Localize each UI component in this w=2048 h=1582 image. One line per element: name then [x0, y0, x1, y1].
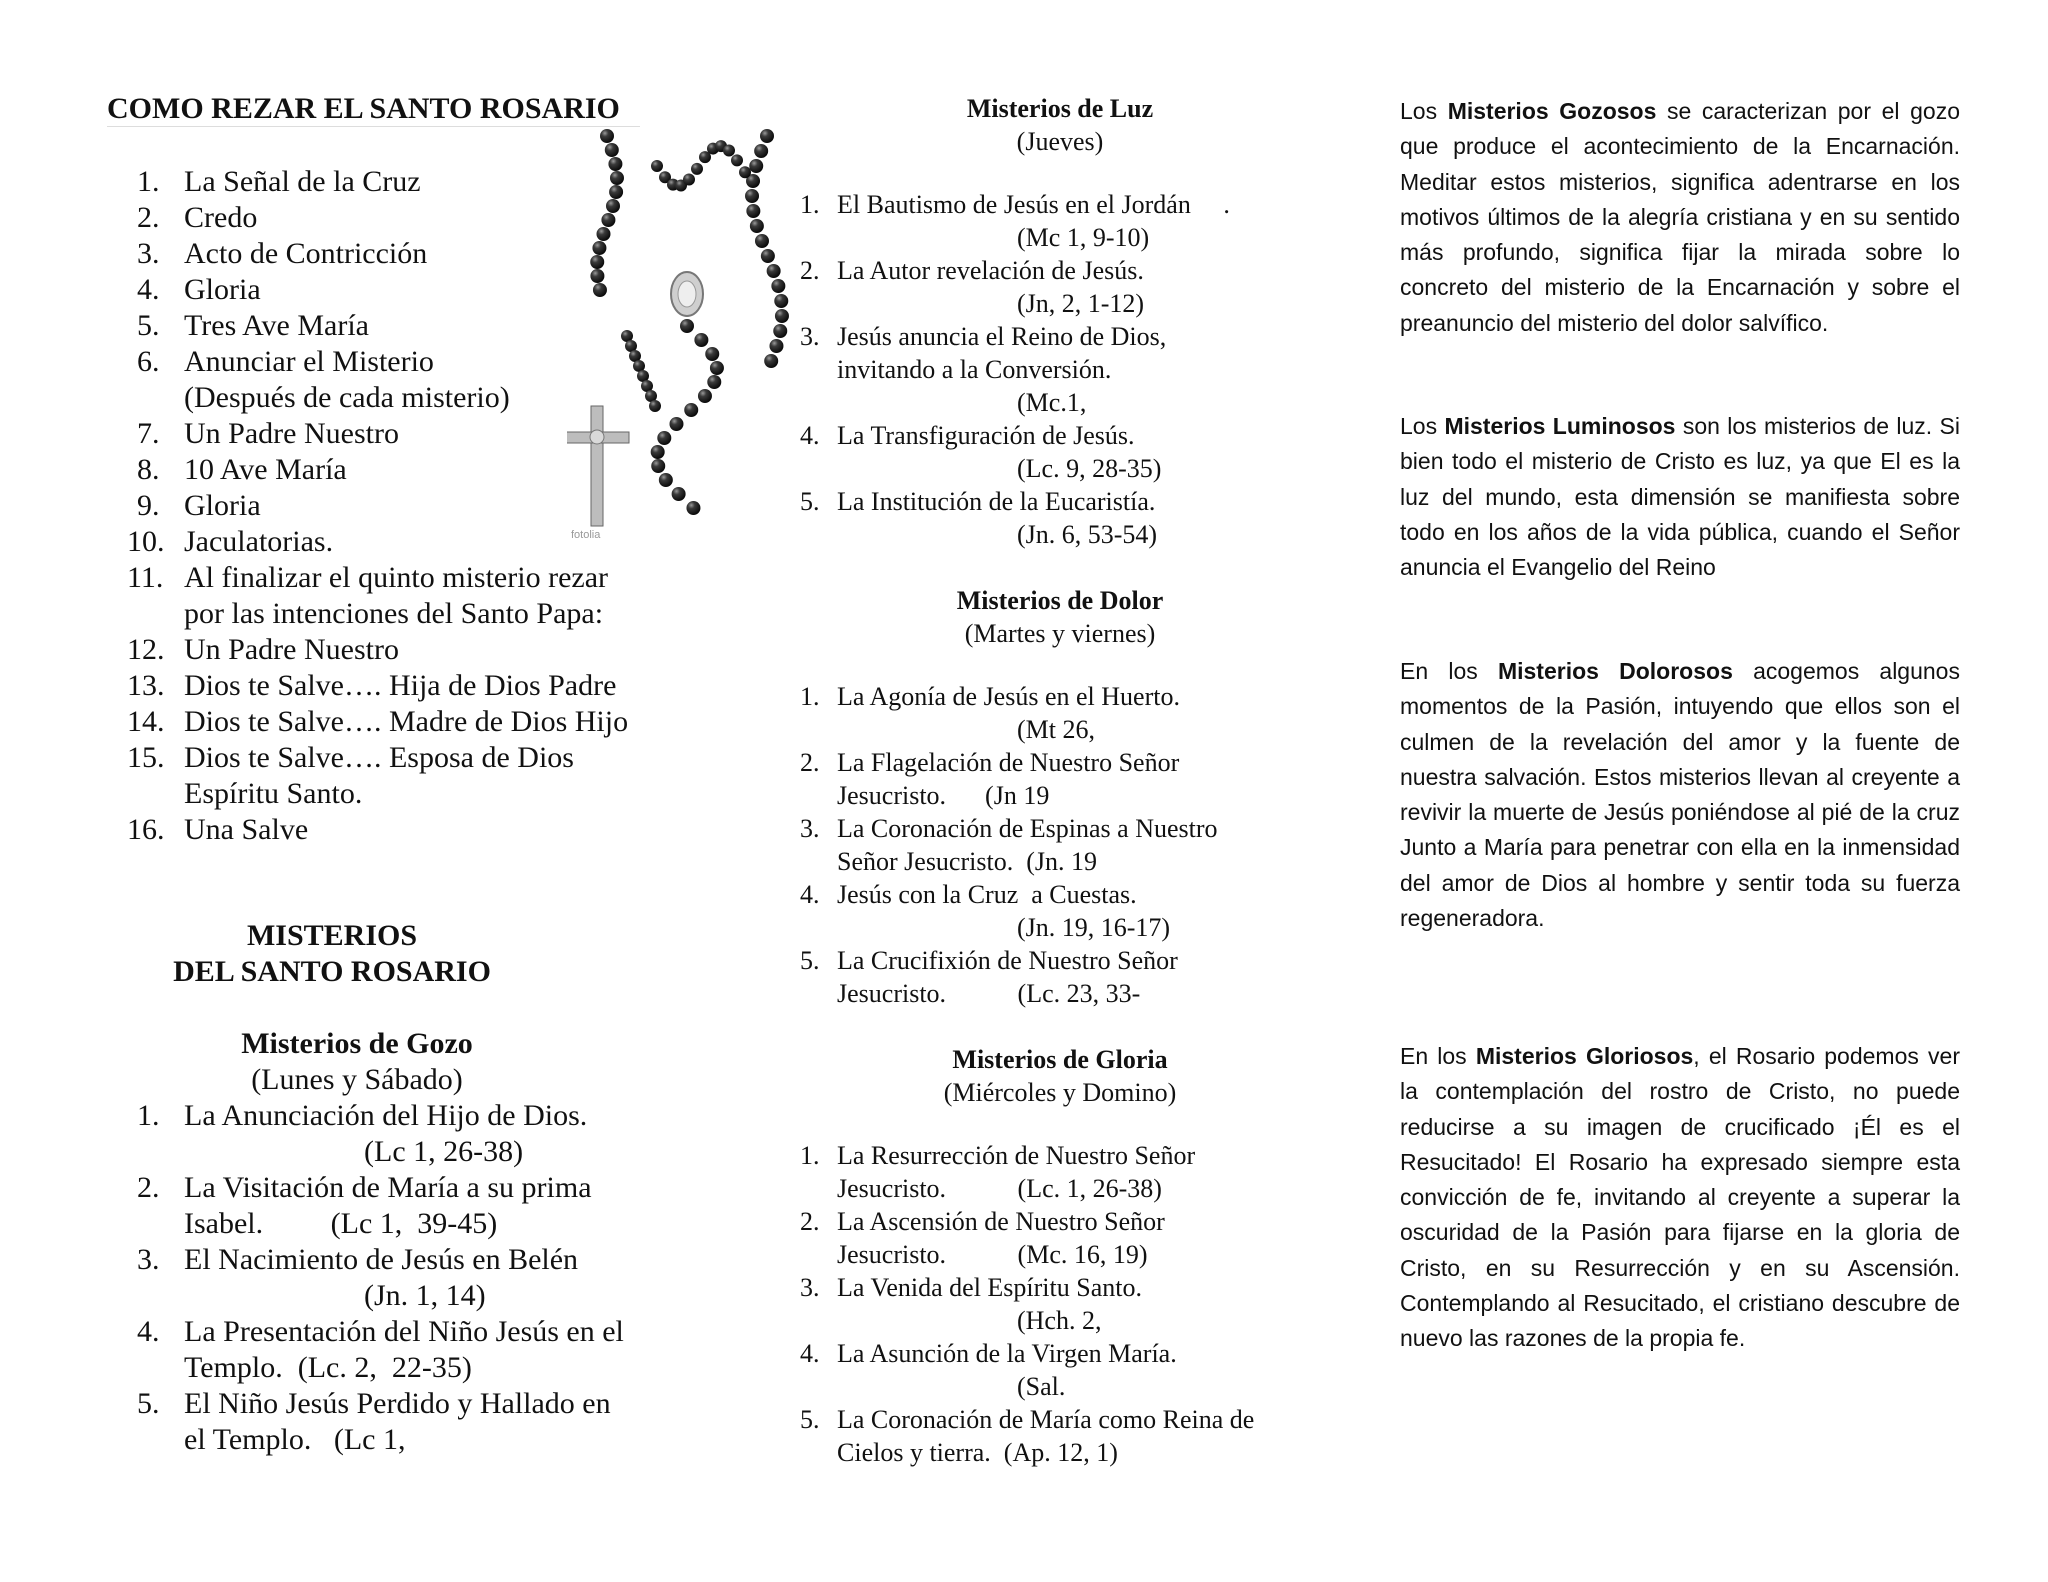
prayer-step — [137, 308, 628, 344]
luminous-explanation: Los Misterios Luminosos son los misterios de luz. Si bien todo el misterio de Cristo es luz, ya que El es la luz del mundo, esta dimensión se manifiesta sobre todo en los años de la vida pública, cuando el Señor anuncia el Evangelio del Reino — [1400, 413, 1960, 581]
rosary-bead — [593, 283, 607, 297]
rosary-bead — [698, 389, 712, 403]
step-text: Un Padre Nuestro — [184, 417, 399, 450]
mystery-reference: (Mt 26, — [1017, 715, 1095, 744]
step-text: Un Padre Nuestro — [184, 633, 399, 666]
step-number: 12. — [127, 633, 165, 666]
mystery-text: Cielos y tierra. (Ap. 12, 1) — [837, 1438, 1118, 1467]
step-text: Gloria — [184, 489, 261, 522]
rosary-bead — [672, 487, 686, 501]
joyful-mysteries — [137, 1026, 717, 1458]
rosary-bead — [739, 166, 751, 178]
step-text: Tres Ave María — [184, 309, 369, 342]
rosary-bead — [651, 160, 663, 172]
mystery-text: Jesús anuncia el Reino de Dios, — [837, 322, 1167, 351]
rosary-bead — [775, 309, 789, 323]
step-text: 10 Ave María — [184, 453, 347, 486]
glorious-explanation: En los Misterios Gloriosos, el Rosario podemos ver la contemplación del rostro de Cristo, no puede reducirse a su imagen de crucificado ¡Él es el Resucitado! El Rosario ha expresado siempre esta convicción de fe, invitando al creyente a superar la oscuridad de la Pasión para fijarse en la gloria de Cristo, en su Resurrección y en su Ascensión. Contemplando al Resucitado, el cristiano descubre de nuevo las razones de la propia fe. — [1400, 1043, 1960, 1352]
rosary-bead — [651, 459, 665, 473]
mystery-number: 2. — [137, 1171, 160, 1204]
prayer-step — [127, 668, 628, 704]
mystery-number: 4. — [137, 1315, 160, 1348]
step-number: 8. — [137, 453, 160, 486]
prayer-step — [137, 236, 628, 272]
rosary-bead — [769, 339, 783, 353]
step-text: Anunciar el Misterio — [184, 345, 434, 378]
rosary-bead — [767, 264, 781, 278]
mystery-reference: (Hch. 2, — [1017, 1306, 1102, 1335]
mystery-text: Jesucristo. (Lc. 1, 26-38) — [837, 1174, 1162, 1203]
glorious-title: Misterios de Gloria — [952, 1045, 1168, 1074]
prayer-step — [127, 560, 628, 596]
mystery-item — [790, 320, 1350, 419]
prayer-step — [137, 416, 628, 452]
mystery-number: 5. — [800, 487, 820, 516]
rosary-bead — [750, 219, 764, 233]
mystery-text: La Transfiguración de Jesús. — [837, 421, 1135, 450]
prayer-step — [127, 740, 628, 776]
step-text: La Señal de la Cruz — [184, 165, 421, 198]
mystery-text: Jesucristo. (Jn 19 — [837, 781, 1050, 810]
mystery-reference: (Jn. 6, 53-54) — [1017, 520, 1158, 549]
mystery-text: Jesucristo. (Lc. 23, 33- — [837, 979, 1141, 1008]
mystery-item — [790, 812, 1350, 878]
step-number: 4. — [137, 273, 160, 306]
mystery-reference: (Mc.1, — [1017, 388, 1087, 417]
prayer-step — [137, 164, 628, 200]
mystery-reference: Isabel. (Lc 1, 39-45) — [184, 1207, 498, 1240]
rosary-bead — [684, 403, 698, 417]
mystery-number: 2. — [800, 1207, 820, 1236]
rosary-bead — [601, 213, 615, 227]
mystery-reference: (Jn. 19, 16-17) — [1017, 913, 1171, 942]
mystery-text: La Anunciación del Hijo de Dios. — [184, 1099, 588, 1132]
rosary-bead — [592, 241, 606, 255]
joyful-days: (Lunes y Sábado) — [251, 1063, 463, 1096]
step-text: Espíritu Santo. — [184, 777, 363, 810]
mystery-item — [137, 1314, 717, 1386]
rosary-bead — [707, 375, 721, 389]
mystery-text: La Ascensión de Nuestro Señor — [837, 1207, 1165, 1236]
prayer-step — [137, 452, 628, 488]
mystery-text: La Venida del Espíritu Santo. — [837, 1273, 1142, 1302]
step-number: 11. — [127, 561, 164, 594]
rosary-bead — [774, 294, 788, 308]
mystery-reference: Templo. (Lc. 2, 22-35) — [184, 1351, 472, 1384]
sorrowful-title: Misterios de Dolor — [956, 586, 1164, 615]
mystery-item — [137, 1242, 717, 1314]
mystery-number: 3. — [800, 322, 820, 351]
mystery-item — [790, 254, 1350, 320]
mystery-number: 5. — [800, 1405, 820, 1434]
mystery-number: 3. — [137, 1243, 160, 1276]
mystery-reference: (Sal. — [1017, 1372, 1066, 1401]
rosary-bead — [609, 185, 623, 199]
mystery-reference: (Jn. 1, 14) — [364, 1279, 486, 1312]
rosary-bead — [669, 417, 683, 431]
mystery-number: 5. — [800, 946, 820, 975]
rosary-bead — [773, 324, 787, 338]
luminous-mysteries — [790, 92, 1350, 551]
mystery-text: La Resurrección de Nuestro Señor — [837, 1141, 1196, 1170]
step-number: 9. — [137, 489, 160, 522]
step-text: Gloria — [184, 273, 261, 306]
rosary-bead — [723, 145, 735, 157]
rosary-bead — [764, 354, 778, 368]
mystery-text: invitando a la Conversión. — [837, 355, 1112, 384]
rosary-bead — [657, 431, 671, 445]
mystery-text: La Presentación del Niño Jesús en el — [184, 1315, 624, 1348]
step-number: 2. — [137, 201, 160, 234]
prayer-step — [127, 524, 628, 560]
mystery-number: 3. — [800, 1273, 820, 1302]
rosary-bead — [590, 269, 604, 283]
rosary-bead — [761, 249, 775, 263]
step-text: Dios te Salve…. Madre de Dios Hijo — [184, 705, 629, 738]
mystery-item — [790, 485, 1350, 551]
rosary-bead — [659, 473, 673, 487]
mystery-text: Jesucristo. (Mc. 16, 19) — [837, 1240, 1148, 1269]
svg-text:fotolia: fotolia — [571, 529, 601, 541]
rosary-bead — [649, 400, 661, 412]
mystery-number: 1. — [800, 1141, 820, 1170]
rosary-bead — [600, 129, 614, 143]
rosary-image — [567, 126, 807, 546]
mystery-number: 1. — [800, 682, 820, 711]
sorrowful-mysteries — [790, 584, 1350, 1010]
rosary-bead — [771, 279, 785, 293]
mystery-item — [790, 1139, 1350, 1205]
prayer-step — [137, 272, 628, 308]
rosary-bead — [710, 361, 724, 375]
step-number: 13. — [127, 669, 165, 702]
step-text: Al finalizar el quinto misterio rezar — [184, 561, 608, 594]
mystery-number: 4. — [800, 880, 820, 909]
mystery-text: La Asunción de la Virgen María. — [837, 1339, 1177, 1368]
luminous-title: Misterios de Luz — [966, 94, 1154, 123]
step-number: 15. — [127, 741, 165, 774]
prayer-step — [137, 596, 628, 632]
mystery-item — [137, 1098, 717, 1170]
mystery-item — [790, 1337, 1350, 1403]
step-text: Acto de Contricción — [184, 237, 428, 270]
mystery-item — [137, 1386, 717, 1458]
step-number: 1. — [137, 165, 160, 198]
mystery-item — [790, 746, 1350, 812]
sorrowful-explanation: En los Misterios Dolorosos acogemos algunos momentos de la Pasión, intuyendo que ellos son el culmen de la revelación del amor y la fuente de nuestra salvación. Estos misterios llevan al creyente a revivir la muerte de Jesús poniéndose al pié de la cruz Junto a María para penetrar con ella en la inmensidad del amor de Dios al hombre y sentir toda su fuerza regeneradora. — [1400, 658, 1960, 932]
mystery-item — [790, 944, 1350, 1010]
rosary-bead — [694, 333, 708, 347]
mystery-number: 5. — [137, 1387, 160, 1420]
step-number: 6. — [137, 345, 160, 378]
mystery-item — [790, 188, 1350, 254]
step-text: Jaculatorias. — [184, 525, 334, 558]
mystery-item — [790, 1205, 1350, 1271]
mystery-number: 3. — [800, 814, 820, 843]
rosary-bead — [610, 171, 624, 185]
mystery-text: La Autor revelación de Jesús. — [837, 256, 1144, 285]
step-text: Dios te Salve…. Hija de Dios Padre — [184, 669, 617, 702]
mystery-reference: (Lc 1, 26-38) — [364, 1135, 524, 1168]
prayer-step — [137, 488, 628, 524]
mystery-text: La Coronación de Espinas a Nuestro — [837, 814, 1218, 843]
prayer-steps-list — [127, 164, 629, 848]
prayer-step — [137, 200, 628, 236]
step-text: (Después de cada misterio) — [184, 381, 510, 414]
rosary-bead — [608, 157, 622, 171]
prayer-step — [137, 380, 628, 416]
rosary-bead — [754, 144, 768, 158]
mystery-number: 2. — [800, 256, 820, 285]
rosary-bead — [651, 445, 665, 459]
mystery-item — [790, 419, 1350, 485]
mystery-text: La Coronación de María como Reina de — [837, 1405, 1255, 1434]
mystery-number: 2. — [800, 748, 820, 777]
mystery-text: Señor Jesucristo. (Jn. 19 — [837, 847, 1097, 876]
glorious-days: (Miércoles y Domino) — [943, 1078, 1177, 1107]
mystery-item — [790, 878, 1350, 944]
step-number: 5. — [137, 309, 160, 342]
rosary-bead — [596, 227, 610, 241]
joyful-explanation: Los Misterios Gozosos se caracterizan por el gozo que produce el acontecimiento de la Encarnación. Meditar estos misterios, significa adentrarse en los motivos últimos de la alegría cristiana y en su sentido más profundo, significa fijar la mirada sobre lo concreto del misterio de la Encarnación y sobre el preanuncio del misterio del dolor salvífico. — [1400, 98, 1960, 336]
glorious-mysteries — [790, 1043, 1350, 1469]
mystery-item — [790, 1271, 1350, 1337]
rosary-bead — [755, 234, 769, 248]
rosary-bead — [590, 255, 604, 269]
mysteries-title: MISTERIOS DEL SANTO ROSARIO — [173, 919, 491, 988]
mystery-text: La Crucifixión de Nuestro Señor — [837, 946, 1178, 975]
mystery-reference: (Jn, 2, 1-12) — [1017, 289, 1145, 318]
prayer-step — [127, 704, 629, 740]
mystery-number: 4. — [800, 1339, 820, 1368]
luminous-days: (Jueves) — [1016, 127, 1104, 156]
rosary-bead — [705, 347, 719, 361]
rosary-bead — [731, 154, 743, 166]
rosary-bead — [745, 189, 759, 203]
mystery-text: Jesús con la Cruz a Cuestas. — [837, 880, 1137, 909]
mystery-text: La Visitación de María a su prima — [184, 1171, 592, 1204]
rosary-bead — [683, 174, 695, 186]
prayer-step — [127, 812, 628, 848]
mystery-item — [137, 1170, 717, 1242]
rosary-bead — [686, 501, 700, 515]
step-text: Dios te Salve…. Esposa de Dios — [184, 741, 574, 774]
mystery-reference: el Templo. (Lc 1, — [184, 1423, 406, 1456]
step-text: Una Salve — [184, 813, 309, 846]
main-title: COMO REZAR EL SANTO ROSARIO — [107, 92, 640, 127]
rosary-bead — [691, 163, 703, 175]
mystery-item — [790, 680, 1350, 746]
mystery-number: 1. — [800, 190, 820, 219]
rosary-bead — [746, 204, 760, 218]
mystery-text: La Institución de la Eucaristía. — [837, 487, 1156, 516]
rosary-bead — [605, 143, 619, 157]
sorrowful-days: (Martes y viernes) — [964, 619, 1156, 648]
step-number: 7. — [137, 417, 160, 450]
mystery-reference: (Mc 1, 9-10) — [1017, 223, 1150, 252]
rosary-bead — [606, 199, 620, 213]
mystery-text: El Bautismo de Jesús en el Jordán . — [837, 190, 1230, 219]
mystery-number: 1. — [137, 1099, 160, 1132]
mystery-text: El Nacimiento de Jesús en Belén — [184, 1243, 579, 1276]
step-number: 10. — [127, 525, 165, 558]
mystery-number: 4. — [800, 421, 820, 450]
prayer-step — [127, 632, 628, 668]
joyful-title: Misterios de Gozo — [241, 1027, 473, 1060]
prayer-step — [137, 344, 628, 380]
prayer-step — [137, 776, 628, 812]
mystery-text: El Niño Jesús Perdido y Hallado en — [184, 1387, 611, 1420]
mystery-reference: (Lc. 9, 28-35) — [1017, 454, 1162, 483]
step-text: por las intenciones del Santo Papa: — [184, 597, 604, 630]
step-text: Credo — [184, 201, 258, 234]
rosary-bead — [749, 159, 763, 173]
step-number: 14. — [127, 705, 165, 738]
step-number: 16. — [127, 813, 165, 846]
mystery-text: La Flagelación de Nuestro Señor — [837, 748, 1180, 777]
rosary-bead — [680, 319, 694, 333]
step-number: 3. — [137, 237, 160, 270]
mystery-text: La Agonía de Jesús en el Huerto. — [837, 682, 1180, 711]
mystery-item — [790, 1403, 1350, 1469]
